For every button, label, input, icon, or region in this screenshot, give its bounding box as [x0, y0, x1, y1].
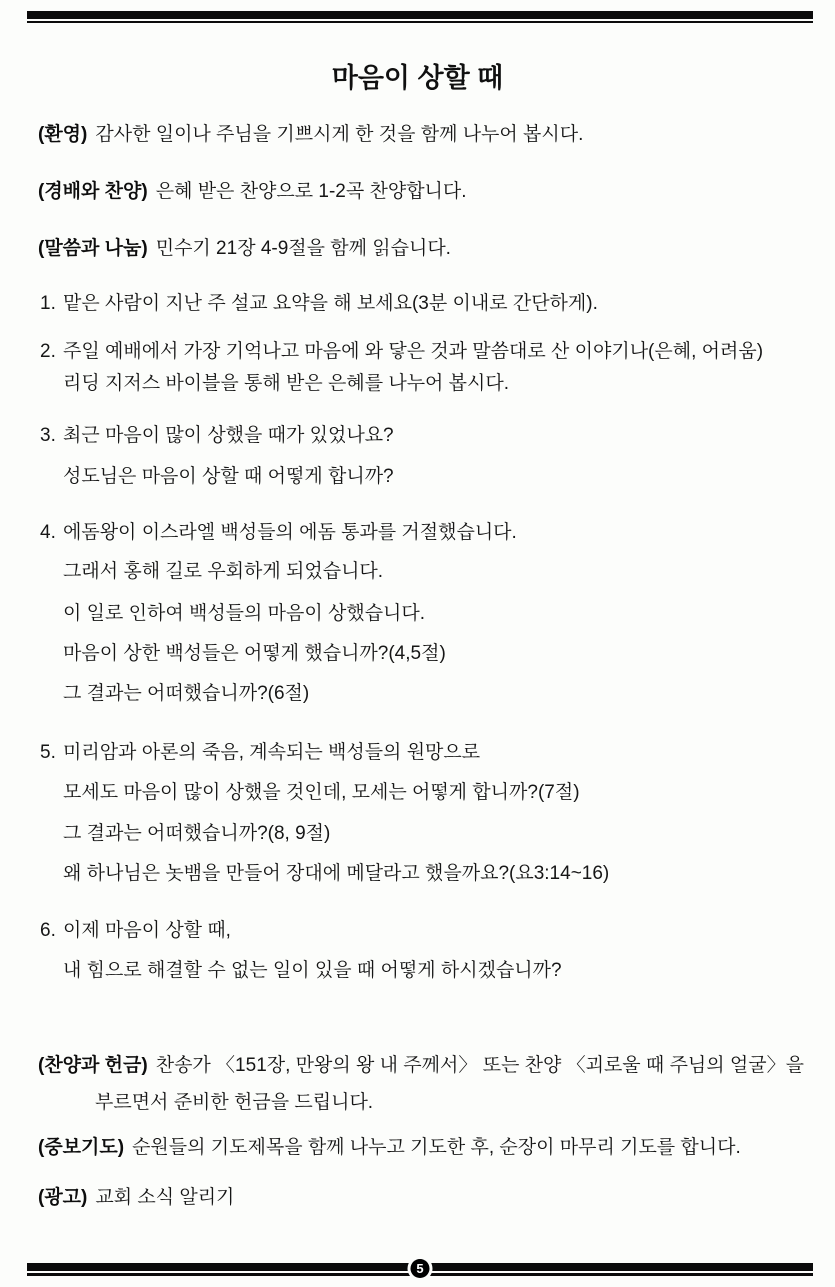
- section-label: (광고): [38, 1187, 88, 1208]
- question-number: 1.: [40, 293, 56, 314]
- section-text: 은혜 받은 찬양으로 1-2곡 찬양합니다.: [155, 181, 467, 202]
- closing-row-announcement: [38, 1185, 234, 1210]
- section-label: (찬양과 헌금): [38, 1055, 148, 1076]
- question-number: 2.: [40, 341, 56, 362]
- question-6: [40, 918, 231, 943]
- closing-row-offering-line-2: 부르면서 준비한 헌금을 드립니다.: [95, 1092, 374, 1113]
- intro-row-word: [38, 236, 451, 261]
- top-divider-thin-line: [27, 21, 813, 23]
- question-text: 최근 마음이 많이 상했을 때가 있었나요?: [63, 425, 394, 446]
- question-5-line-4: 왜 하나님은 놋뱀을 만들어 장대에 메달라고 했을까요?(요3:14~16): [63, 863, 610, 884]
- question-2-line-2: 리딩 지저스 바이블을 통해 받은 은혜를 나누어 봅시다.: [63, 373, 510, 394]
- section-label: (중보기도): [38, 1137, 125, 1158]
- question-number: 3.: [40, 425, 56, 446]
- question-4-line-3: 이 일로 인하여 백성들의 마음이 상했습니다.: [63, 603, 426, 624]
- intro-row-welcome: [38, 122, 583, 147]
- section-text: 감사한 일이나 주님을 기쁘시게 한 것을 함께 나누어 봅시다.: [95, 124, 584, 145]
- question-number: 4.: [40, 522, 56, 543]
- section-text: 찬송가 〈151장, 만왕의 왕 내 주께서〉 또는 찬양 〈괴로울 때 주님의 얼굴〉을: [155, 1055, 804, 1076]
- question-5-line-2: 모세도 마음이 많이 상했을 것인데, 모세는 어떻게 합니까?(7절): [63, 782, 580, 803]
- question-number: 5.: [40, 742, 56, 763]
- question-text: 미리암과 아론의 죽음, 계속되는 백성들의 원망으로: [63, 742, 481, 763]
- question-5-line-3: 그 결과는 어떠했습니까?(8, 9절): [63, 823, 331, 844]
- page-number-badge: 5: [411, 1259, 430, 1278]
- question-6-line-2: 내 힘으로 해결할 수 없는 일이 있을 때 어떻게 하시겠습니까?: [63, 960, 562, 981]
- question-4-line-4: 마음이 상한 백성들은 어떻게 했습니까?(4,5절): [63, 643, 446, 664]
- section-label: (환영): [38, 124, 88, 145]
- closing-row-intercession: [38, 1135, 741, 1160]
- question-3-line-2: 성도님은 마음이 상할 때 어떻게 합니까?: [63, 466, 394, 487]
- question-1: [40, 291, 598, 316]
- question-text: 이제 마음이 상할 때,: [63, 920, 231, 941]
- question-text: 맡은 사람이 지난 주 설교 요약을 해 보세요(3분 이내로 간단하게).: [63, 293, 598, 314]
- page-title: 마음이 상할 때: [331, 63, 504, 93]
- top-divider-thick-line: [27, 11, 813, 19]
- closing-row-offering: [38, 1053, 804, 1078]
- section-text: 교회 소식 알리기: [95, 1187, 235, 1208]
- section-label: (경배와 찬양): [38, 181, 148, 202]
- top-divider: [27, 11, 813, 23]
- question-5: [40, 740, 480, 765]
- question-text: 에돔왕이 이스라엘 백성들의 에돔 통과를 거절했습니다.: [63, 522, 517, 543]
- bottom-divider: [27, 1263, 813, 1276]
- intro-row-praise: [38, 179, 467, 204]
- section-label: (말씀과 나눔): [38, 238, 148, 259]
- section-text: 민수기 21장 4-9절을 함께 읽습니다.: [155, 238, 451, 259]
- question-text: 주일 예배에서 가장 기억나고 마음에 와 닿은 것과 말씀대로 산 이야기나(은혜, 어려움): [63, 341, 764, 362]
- question-4-line-2: 그래서 홍해 길로 우회하게 되었습니다.: [63, 561, 384, 582]
- question-4: [40, 520, 517, 545]
- section-text: 순원들의 기도제목을 함께 나누고 기도한 후, 순장이 마무리 기도를 합니다.: [132, 1137, 741, 1158]
- question-3: [40, 423, 394, 448]
- question-number: 6.: [40, 920, 56, 941]
- question-2: [40, 339, 763, 364]
- question-4-line-5: 그 결과는 어떠했습니까?(6절): [63, 683, 310, 704]
